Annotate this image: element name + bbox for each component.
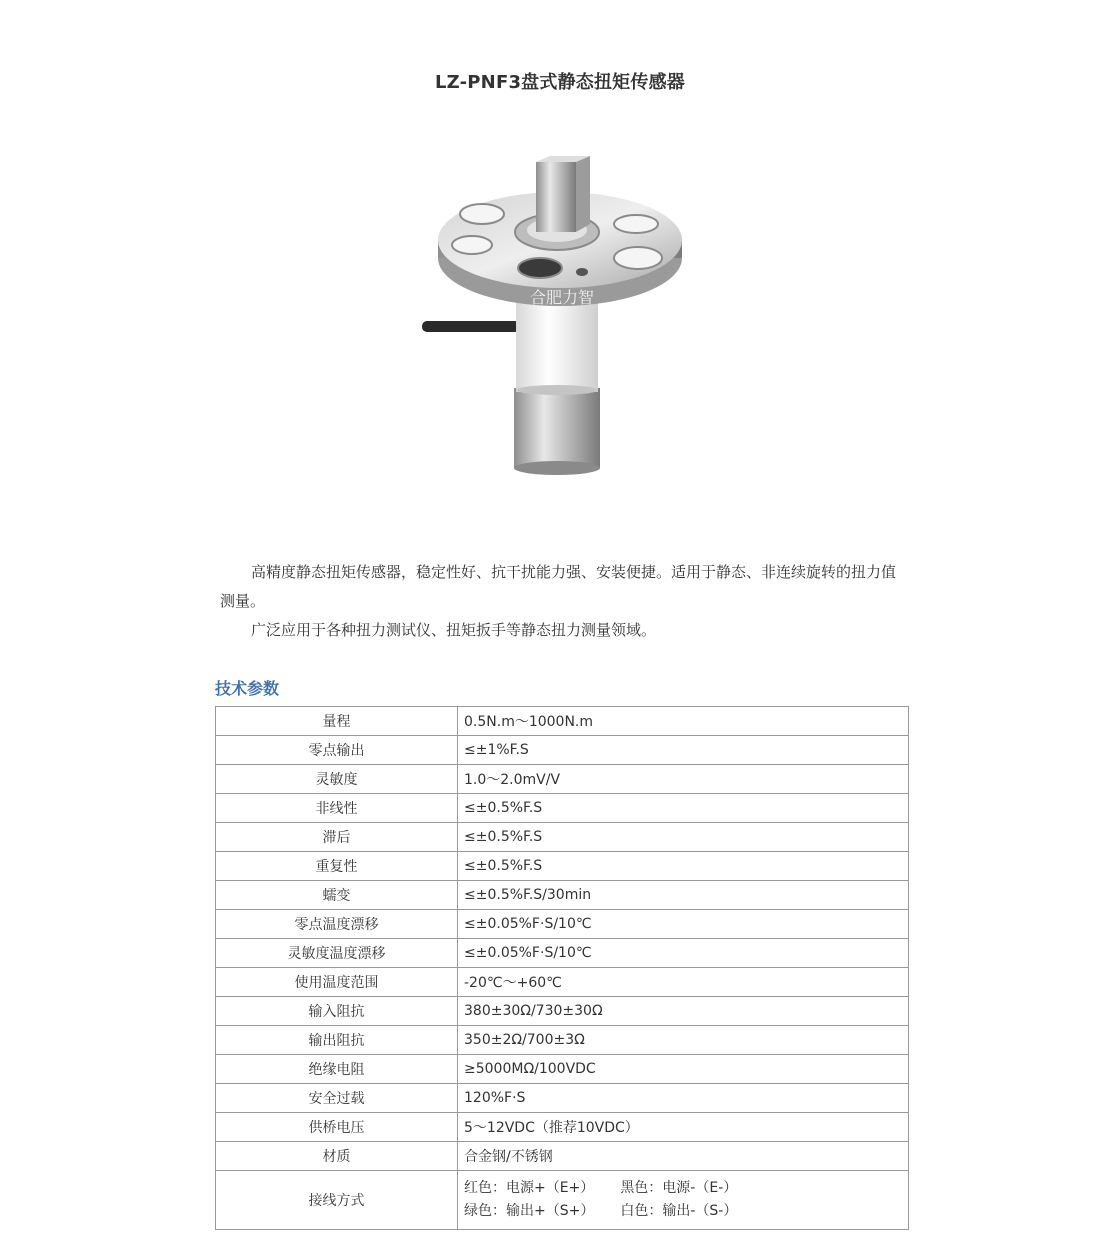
spec-value: ≤±0.5%F.S/30min [458, 881, 909, 910]
table-row [216, 939, 909, 968]
cable [422, 321, 520, 332]
table-row [216, 1055, 909, 1084]
table-row [216, 1142, 909, 1171]
square-shaft [536, 162, 576, 232]
watermark-text: 合肥力智 [530, 288, 595, 307]
table-row [216, 1084, 909, 1113]
spec-value: ≤±0.5%F.S [458, 852, 909, 881]
spec-label: 供桥电压 [216, 1113, 458, 1142]
table-row [216, 1026, 909, 1055]
spec-value: ≤±0.5%F.S [458, 823, 909, 852]
table-row [216, 852, 909, 881]
spec-table [215, 706, 909, 1230]
spec-label: 输入阻抗 [216, 997, 458, 1026]
table-row [216, 1113, 909, 1142]
table-row [216, 794, 909, 823]
description-paragraph: 广泛应用于各种扭力测试仪、扭矩扳手等静态扭力测量领域。 [251, 621, 657, 639]
table-row [216, 881, 909, 910]
page-title: LZ-PNF3盘式静态扭矩传感器 [435, 72, 685, 93]
table-row [216, 736, 909, 765]
wire-green: 绿色：输出+（S+） [464, 1203, 595, 1219]
wire-red: 红色：电源+（E+） [464, 1180, 595, 1196]
spec-value: ≤±0.05%F·S/10℃ [458, 939, 909, 968]
spec-label: 灵敏度温度漂移 [216, 939, 458, 968]
spec-label: 灵敏度 [216, 765, 458, 794]
spec-value: 1.0～2.0mV/V [458, 765, 909, 794]
spec-value: 350±2Ω/700±3Ω [458, 1026, 909, 1055]
spec-label: 安全过载 [216, 1084, 458, 1113]
spec-value: 120%F·S [458, 1084, 909, 1113]
spec-label: 非线性 [216, 794, 458, 823]
spec-label: 材质 [216, 1142, 458, 1171]
spec-value: 380±30Ω/730±30Ω [458, 997, 909, 1026]
spec-value: ≥5000MΩ/100VDC [458, 1055, 909, 1084]
spec-label: 零点输出 [216, 736, 458, 765]
wire-black: 黑色：电源-（E-） [620, 1180, 738, 1196]
description-paragraph: 高精度静态扭矩传感器，稳定性好、抗干扰能力强、安装便捷。适用于静态、非连续旋转的扭力值测量。 [220, 563, 897, 610]
spec-value: ≤±0.05%F·S/10℃ [458, 910, 909, 939]
table-row [216, 707, 909, 736]
spec-label: 输出阻抗 [216, 1026, 458, 1055]
spec-label: 重复性 [216, 852, 458, 881]
table-row-wiring [216, 1171, 909, 1230]
wiring-line [464, 1177, 908, 1200]
spec-value: 5～12VDC（推荐10VDC） [458, 1113, 909, 1142]
spec-label: 滞后 [216, 823, 458, 852]
spec-value: ≤±1%F.S [458, 736, 909, 765]
table-row [216, 823, 909, 852]
bottom-sleeve [514, 388, 600, 468]
table-row [216, 997, 909, 1026]
white-body [516, 300, 598, 392]
spec-value: 0.5N.m～1000N.m [458, 707, 909, 736]
spec-label: 零点温度漂移 [216, 910, 458, 939]
spec-label: 接线方式 [216, 1171, 458, 1230]
table-row [216, 765, 909, 794]
spec-value-wiring [458, 1171, 909, 1230]
wire-white: 白色：输出-（S-） [620, 1203, 738, 1219]
torque-sensor-illustration [410, 150, 710, 480]
table-row [216, 968, 909, 997]
spec-label: 蠕变 [216, 881, 458, 910]
product-description [220, 558, 910, 645]
spec-label: 量程 [216, 707, 458, 736]
product-image [410, 150, 710, 480]
spec-value: -20℃～+60℃ [458, 968, 909, 997]
spec-label: 使用温度范围 [216, 968, 458, 997]
spec-value: 合金钢/不锈钢 [458, 1142, 909, 1171]
section-title-specs: 技术参数 [215, 679, 280, 698]
wiring-line [464, 1200, 908, 1223]
spec-value: ≤±0.5%F.S [458, 794, 909, 823]
table-row [216, 910, 909, 939]
spec-label: 绝缘电阻 [216, 1055, 458, 1084]
